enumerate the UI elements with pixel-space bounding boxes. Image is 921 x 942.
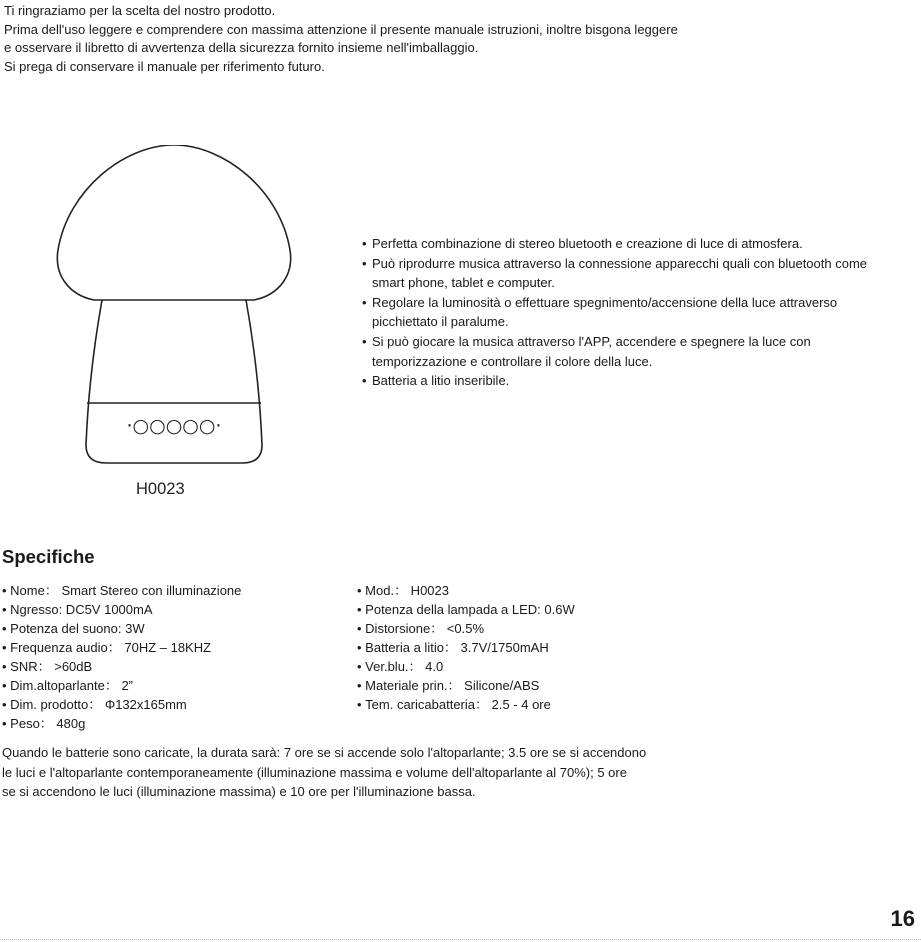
mushroom-lamp-illustration <box>54 145 294 465</box>
spec-item: • Tem. caricabatteria： 2.5 - 4 ore <box>357 695 575 714</box>
model-label: H0023 <box>136 480 185 498</box>
spec-item: • Dim. prodotto： Φ132x165mm <box>2 695 241 714</box>
intro-line: Si prega di conservare il manuale per riferimento futuro. <box>4 58 325 74</box>
lamp-buttons: ·○○○○○· <box>126 415 222 437</box>
lamp-cap-outline <box>57 145 290 300</box>
intro-text <box>4 2 914 76</box>
battery-note-line: Quando le batterie sono caricate, la durata sarà: 7 ore se si accende solo l'altoparlante; 3.5 ore se si accendono <box>2 745 647 760</box>
feature-item: • Regolare la luminosità o effettuare spegnimento/accensione della luce attraverso picchiettato il paralume. <box>362 293 892 332</box>
spec-item: • Materiale prin.： Silicone/ABS <box>357 676 575 695</box>
spec-item: • Peso： 480g <box>2 714 241 733</box>
feature-item: • Si può giocare la musica attraverso l'APP, accendere e spegnere la luce con temporizzazione e controllare il colore della luce. <box>362 332 892 371</box>
page-bottom-divider <box>0 939 921 940</box>
spec-item: • Mod.： H0023 <box>357 581 575 600</box>
spec-item: • Dim.altoparlante： 2” <box>2 676 241 695</box>
spec-item: • Ver.blu.： 4.0 <box>357 657 575 676</box>
feature-item: • Perfetta combinazione di stereo bluetooth e creazione di luce di atmosfera. <box>362 234 892 254</box>
feature-list <box>362 234 892 391</box>
battery-duration-note <box>2 743 902 802</box>
specs-left-column <box>2 581 241 733</box>
spec-item: • Distorsione： <0.5% <box>357 619 575 638</box>
lamp-body-outline <box>86 300 262 463</box>
spec-item: • Batteria a litio： 3.7V/1750mAH <box>357 638 575 657</box>
intro-line: e osservare il libretto di avvertenza della sicurezza fornito insieme nell'imballaggio. <box>4 40 479 55</box>
feature-item: • Batteria a litio inseribile. <box>362 371 892 391</box>
spec-item: • Nome： Smart Stereo con illuminazione <box>2 581 241 600</box>
battery-note-line: se si accendono le luci (illuminazione massima) e 10 ore per l'illuminazione bassa. <box>2 784 476 799</box>
intro-line: Prima dell'uso leggere e comprendere con massima attenzione il presente manuale istruzioni, inoltre bisgona leggere <box>4 21 678 37</box>
spec-item: • Frequenza audio： 70HZ – 18KHZ <box>2 638 241 657</box>
battery-note-line: le luci e l'altoparlante contemporaneamente (illuminazione massima e volume dell'altoparlante al 70%); 5 ore <box>2 764 627 780</box>
page-number: 16 <box>890 906 915 931</box>
intro-line: Ti ringraziamo per la scelta del nostro prodotto. <box>4 3 276 18</box>
spec-item: • Potenza del suono: 3W <box>2 619 241 638</box>
feature-item: • Può riprodurre musica attraverso la connessione apparecchi quali con bluetooth come smart phone, tablet e computer. <box>362 254 892 293</box>
spec-item: • Ngresso: DC5V 1000mA <box>2 600 241 619</box>
spec-item: • Potenza della lampada a LED: 0.6W <box>357 600 575 619</box>
specs-heading: Specifiche <box>2 546 95 567</box>
specs-right-column <box>357 581 575 714</box>
spec-item: • SNR： >60dB <box>2 657 241 676</box>
